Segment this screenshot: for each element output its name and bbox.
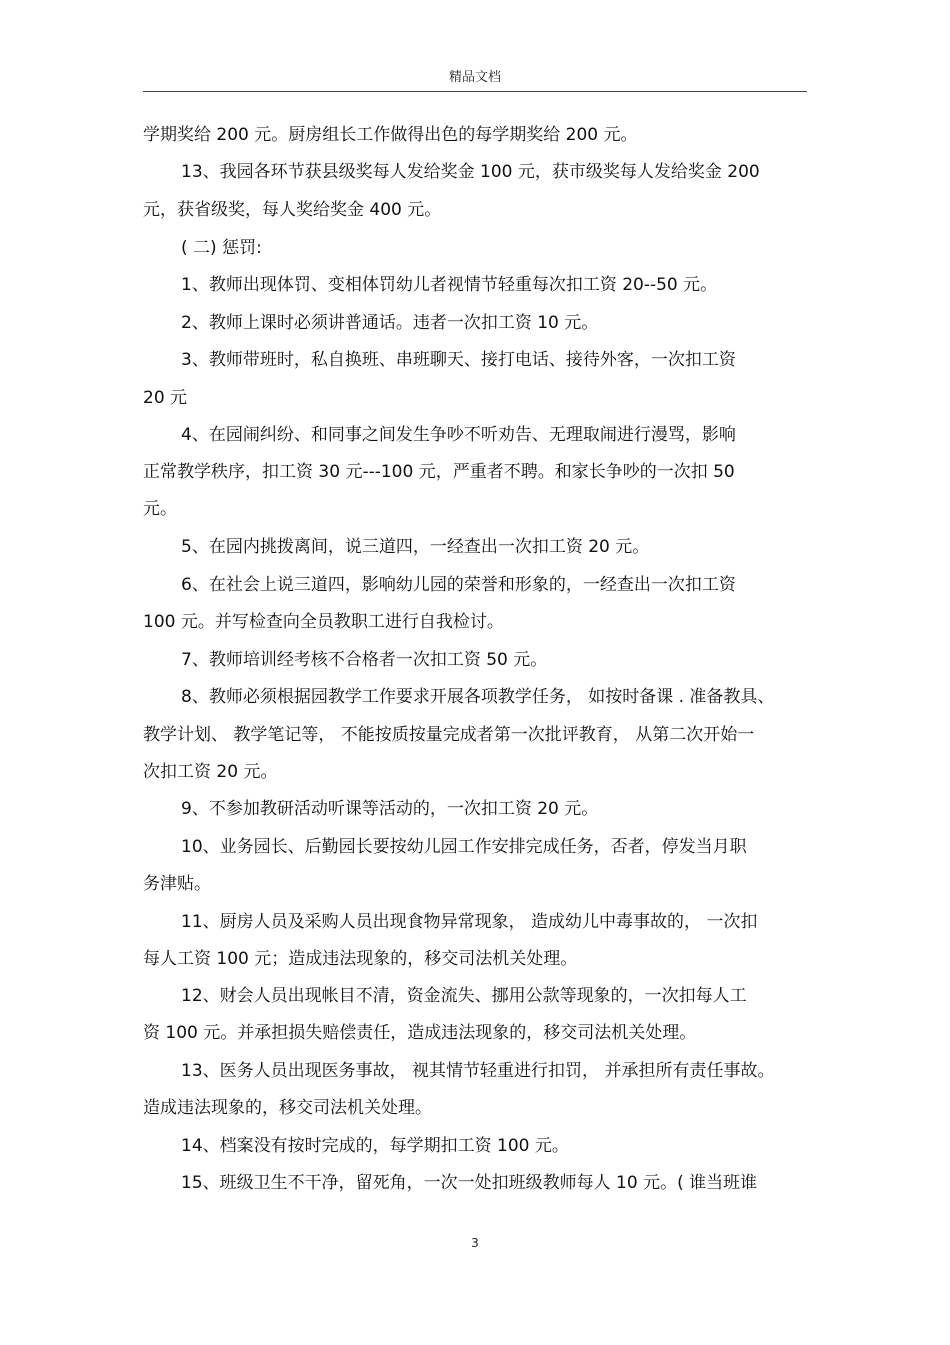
- text-line: 1、教师出现体罚、变相体罚幼儿者视情节轻重每次扣工资 20--50 元。: [181, 275, 718, 295]
- text-line: 学期奖给 200 元。厨房组长工作做得出色的每学期奖给 200 元。: [143, 125, 638, 145]
- text-line: 务津贴。: [143, 874, 211, 894]
- text-line: 14、档案没有按时完成的，每学期扣工资 100 元。: [181, 1136, 569, 1156]
- text-line: 12、财会人员出现帐目不清，资金流失、挪用公款等现象的，一次扣每人工: [181, 986, 747, 1006]
- text-line: 13、医务人员出现医务事故， 视其情节轻重进行扣罚， 并承担所有责任事故。: [181, 1061, 775, 1081]
- text-line: 资 100 元。并承担损失赔偿责任，造成违法现象的，移交司法机关处理。: [143, 1023, 697, 1043]
- text-line: 元，获省级奖，每人奖给奖金 400 元。: [143, 200, 442, 220]
- text-line: 15、班级卫生不干净，留死角，一次一处扣班级教师每人 10 元。( 谁当班谁: [181, 1173, 758, 1193]
- text-line: 4、在园闹纠纷、和同事之间发生争吵不听劝告、无理取闹进行漫骂，影响: [181, 425, 736, 445]
- text-line: 13、我园各环节获县级奖每人发给奖金 100 元，获市级奖每人发给奖金 200: [181, 162, 760, 182]
- text-line: 造成违法现象的，移交司法机关处理。: [143, 1098, 432, 1118]
- text-line: 20 元: [143, 388, 188, 408]
- text-line: 10、业务园长、后勤园长要按幼儿园工作安排完成任务，否者，停发当月职: [181, 837, 747, 857]
- text-line: 3、教师带班时，私自换班、串班聊天、接打电话、接待外客，一次扣工资: [181, 350, 736, 370]
- text-line: 5、在园内挑拨离间，说三道四，一经查出一次扣工资 20 元。: [181, 537, 650, 557]
- page-header: 精品文档: [448, 70, 501, 85]
- text-line: 教学计划、 教学笔记等， 不能按质按量完成者第一次批评教育， 从第二次开始一: [143, 725, 755, 745]
- text-line: 8、教师必须根据园教学工作要求开展各项教学任务， 如按时备课 . 准备教具、: [181, 687, 775, 707]
- text-line: 6、在社会上说三道四，影响幼儿园的荣誉和形象的，一经查出一次扣工资: [181, 575, 736, 595]
- text-line: 100 元。并写检查向全员教职工进行自我检讨。: [143, 612, 504, 632]
- text-line: 每人工资 100 元；造成违法现象的，移交司法机关处理。: [143, 949, 578, 969]
- text-line: 11、厨房人员及采购人员出现食物异常现象， 造成幼儿中毒事故的， 一次扣: [181, 912, 758, 932]
- text-line: 正常教学秩序，扣工资 30 元---100 元，严重者不聘。和家长争吵的一次扣 50: [143, 462, 735, 482]
- text-line: 9、不参加教研活动听课等活动的，一次扣工资 20 元。: [181, 799, 599, 819]
- header-divider: [143, 91, 807, 92]
- text-line: ( 二) 惩罚:: [181, 238, 262, 258]
- text-line: 元。: [143, 499, 177, 519]
- text-line: 2、教师上课时必须讲普通话。违者一次扣工资 10 元。: [181, 313, 599, 333]
- text-line: 7、教师培训经考核不合格者一次扣工资 50 元。: [181, 650, 548, 670]
- page-number: 3: [471, 1236, 479, 1250]
- text-line: 次扣工资 20 元。: [143, 762, 278, 782]
